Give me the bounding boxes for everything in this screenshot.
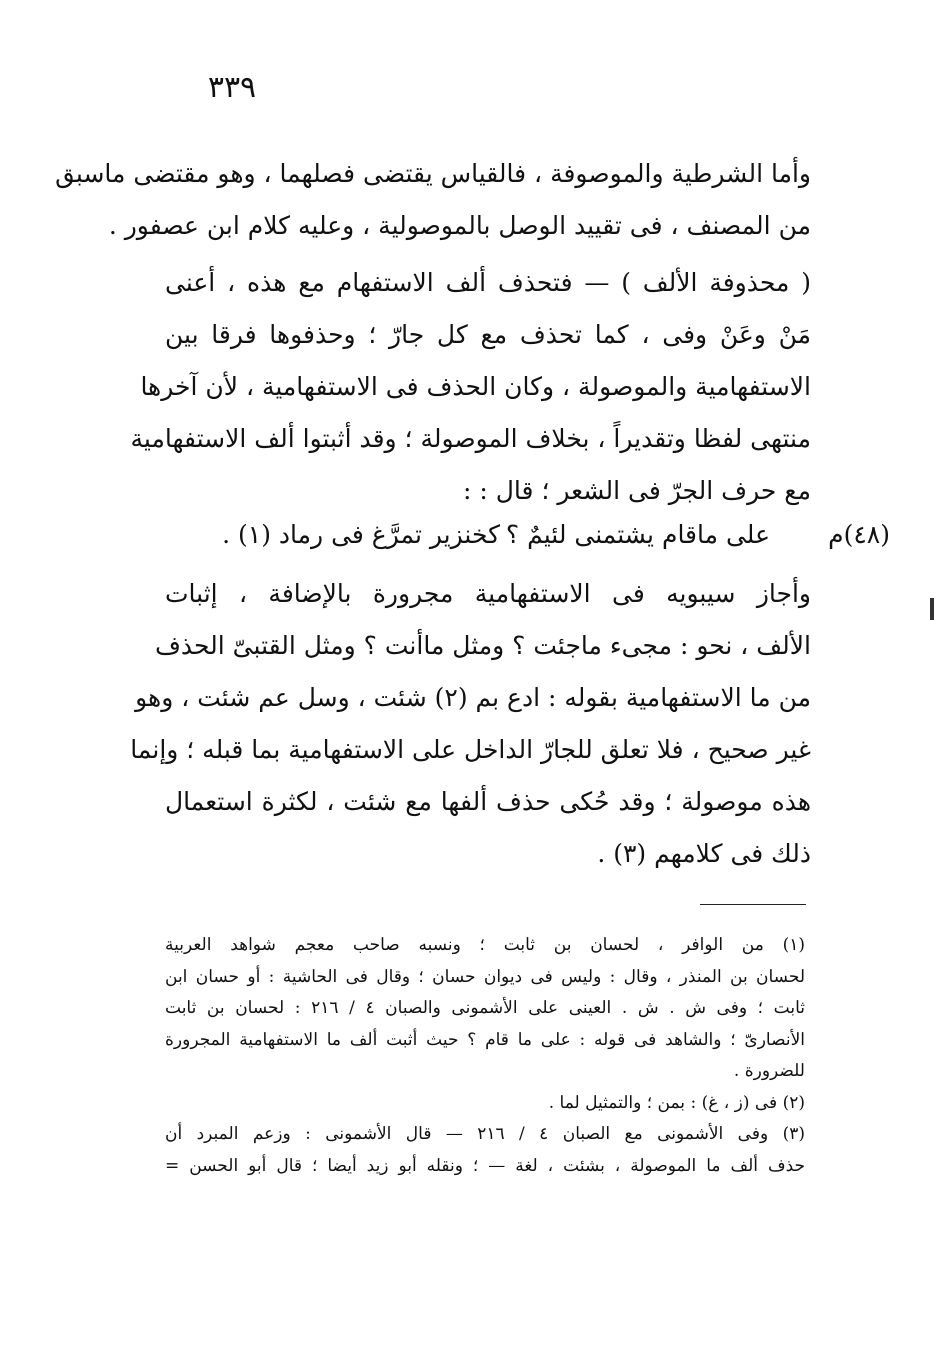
text-line: هذه موصولة ؛ وقد حُكى حذف ألفها مع شئت ، لكثرة استعمال (165, 787, 811, 816)
verse-second-hemistich: كخنزير تمرَّغ فى رماد (١) . (222, 520, 500, 549)
footnote-line: حذف ألف ما الموصولة ، بشئت ، لغة — ؛ ونقله أبو زيد أيضا ؛ قال أبو الحسن = (165, 1155, 805, 1176)
text-line: ( محذوفة الألف ) — فتحذف ألف الاستفهام مع هذه ، أعنى (165, 268, 811, 297)
footnote-line: للضرورة . (733, 1061, 805, 1081)
verse-number: (٤٨)م (828, 520, 890, 549)
text-line: مَنْ وعَنْ وفى ، كما تحذف مع كل جارّ ؛ وحذفوها فرقا بين (165, 320, 811, 349)
text-line: الألف ، نحو : مجىء ماجئت ؟ ومثل ماأنت ؟ ومثل القتبىّ الحذف (155, 631, 811, 660)
footnote-separator (700, 904, 806, 905)
footnote-line: (٢) فى (ز ، غ) : بمن ؛ والتمثيل لما . (548, 1092, 805, 1113)
paragraph-deleted-alif (130, 257, 811, 517)
footnote-line: ثابت ؛ وفى ش . ش . العينى على الأشمونى والصبان ٤ / ٢١٦ : لحسان بن ثابت (165, 998, 805, 1018)
text-line: منتهى لفظا وتقديراً ، بخلاف الموصولة ؛ وقد أثبتوا ألف الاستفهامية (130, 424, 811, 453)
paragraph-sibawayh (130, 568, 811, 880)
text-line: غير صحيح ، فلا تعلق للجارّ الداخل على الاستفهامية بما قبله ؛ وإنما (130, 735, 811, 764)
footnote-line: (٣) وفى الأشمونى مع الصبان ٤ / ٢١٦ — قال الأشمونى : وزعم المبرد أن (165, 1124, 805, 1144)
verse-first-hemistich: على ماقام يشتمنى لئيمٌ ؟ (505, 520, 770, 549)
footnote-line: (١) من الوافر ، لحسان بن ثابت ؛ ونسبه صاحب معجم شواهد العربية (165, 935, 805, 955)
text-line: وأجاز سيبويه فى الاستفهامية مجرورة بالإضافة ، إثبات (165, 579, 811, 608)
text-line: من ما الاستفهامية بقوله : ادع بم (٢) شئت ، وسل عم شئت ، وهو (135, 683, 811, 712)
text-line: الاستفهامية والموصولة ، وكان الحذف فى الاستفهامية ، لأن آخرها (140, 372, 811, 401)
text-line: من المصنف ، فى تقييد الوصل بالموصولية ، وعليه كلام ابن عصفور . (108, 211, 811, 240)
paragraph-conditional-described (55, 148, 811, 252)
footnote-line: لحسان بن المنذر ، وقال : وليس فى ديوان حسان ؛ وقال فى الحاشية : أو حسان ابن (165, 966, 805, 987)
poetry-verse (150, 510, 890, 560)
text-line: مع حرف الجرّ فى الشعر ؛ قال : : (463, 476, 811, 505)
text-line: ذلك فى كلامهم (٣) . (597, 839, 811, 868)
text-line: وأما الشرطية والموصوفة ، فالقياس يقتضى فصلهما ، وهو مقتضى ماسبق (55, 159, 811, 188)
footnotes (165, 930, 805, 1182)
page-number: ٣٣٩ (207, 70, 257, 105)
footnote-line: الأنصارىّ ؛ والشاهد فى قوله : على ما قام ؟ حيث أثبت ألف ما الاستفهامية المجرورة (165, 1029, 805, 1050)
scan-edge-mark (930, 598, 934, 620)
